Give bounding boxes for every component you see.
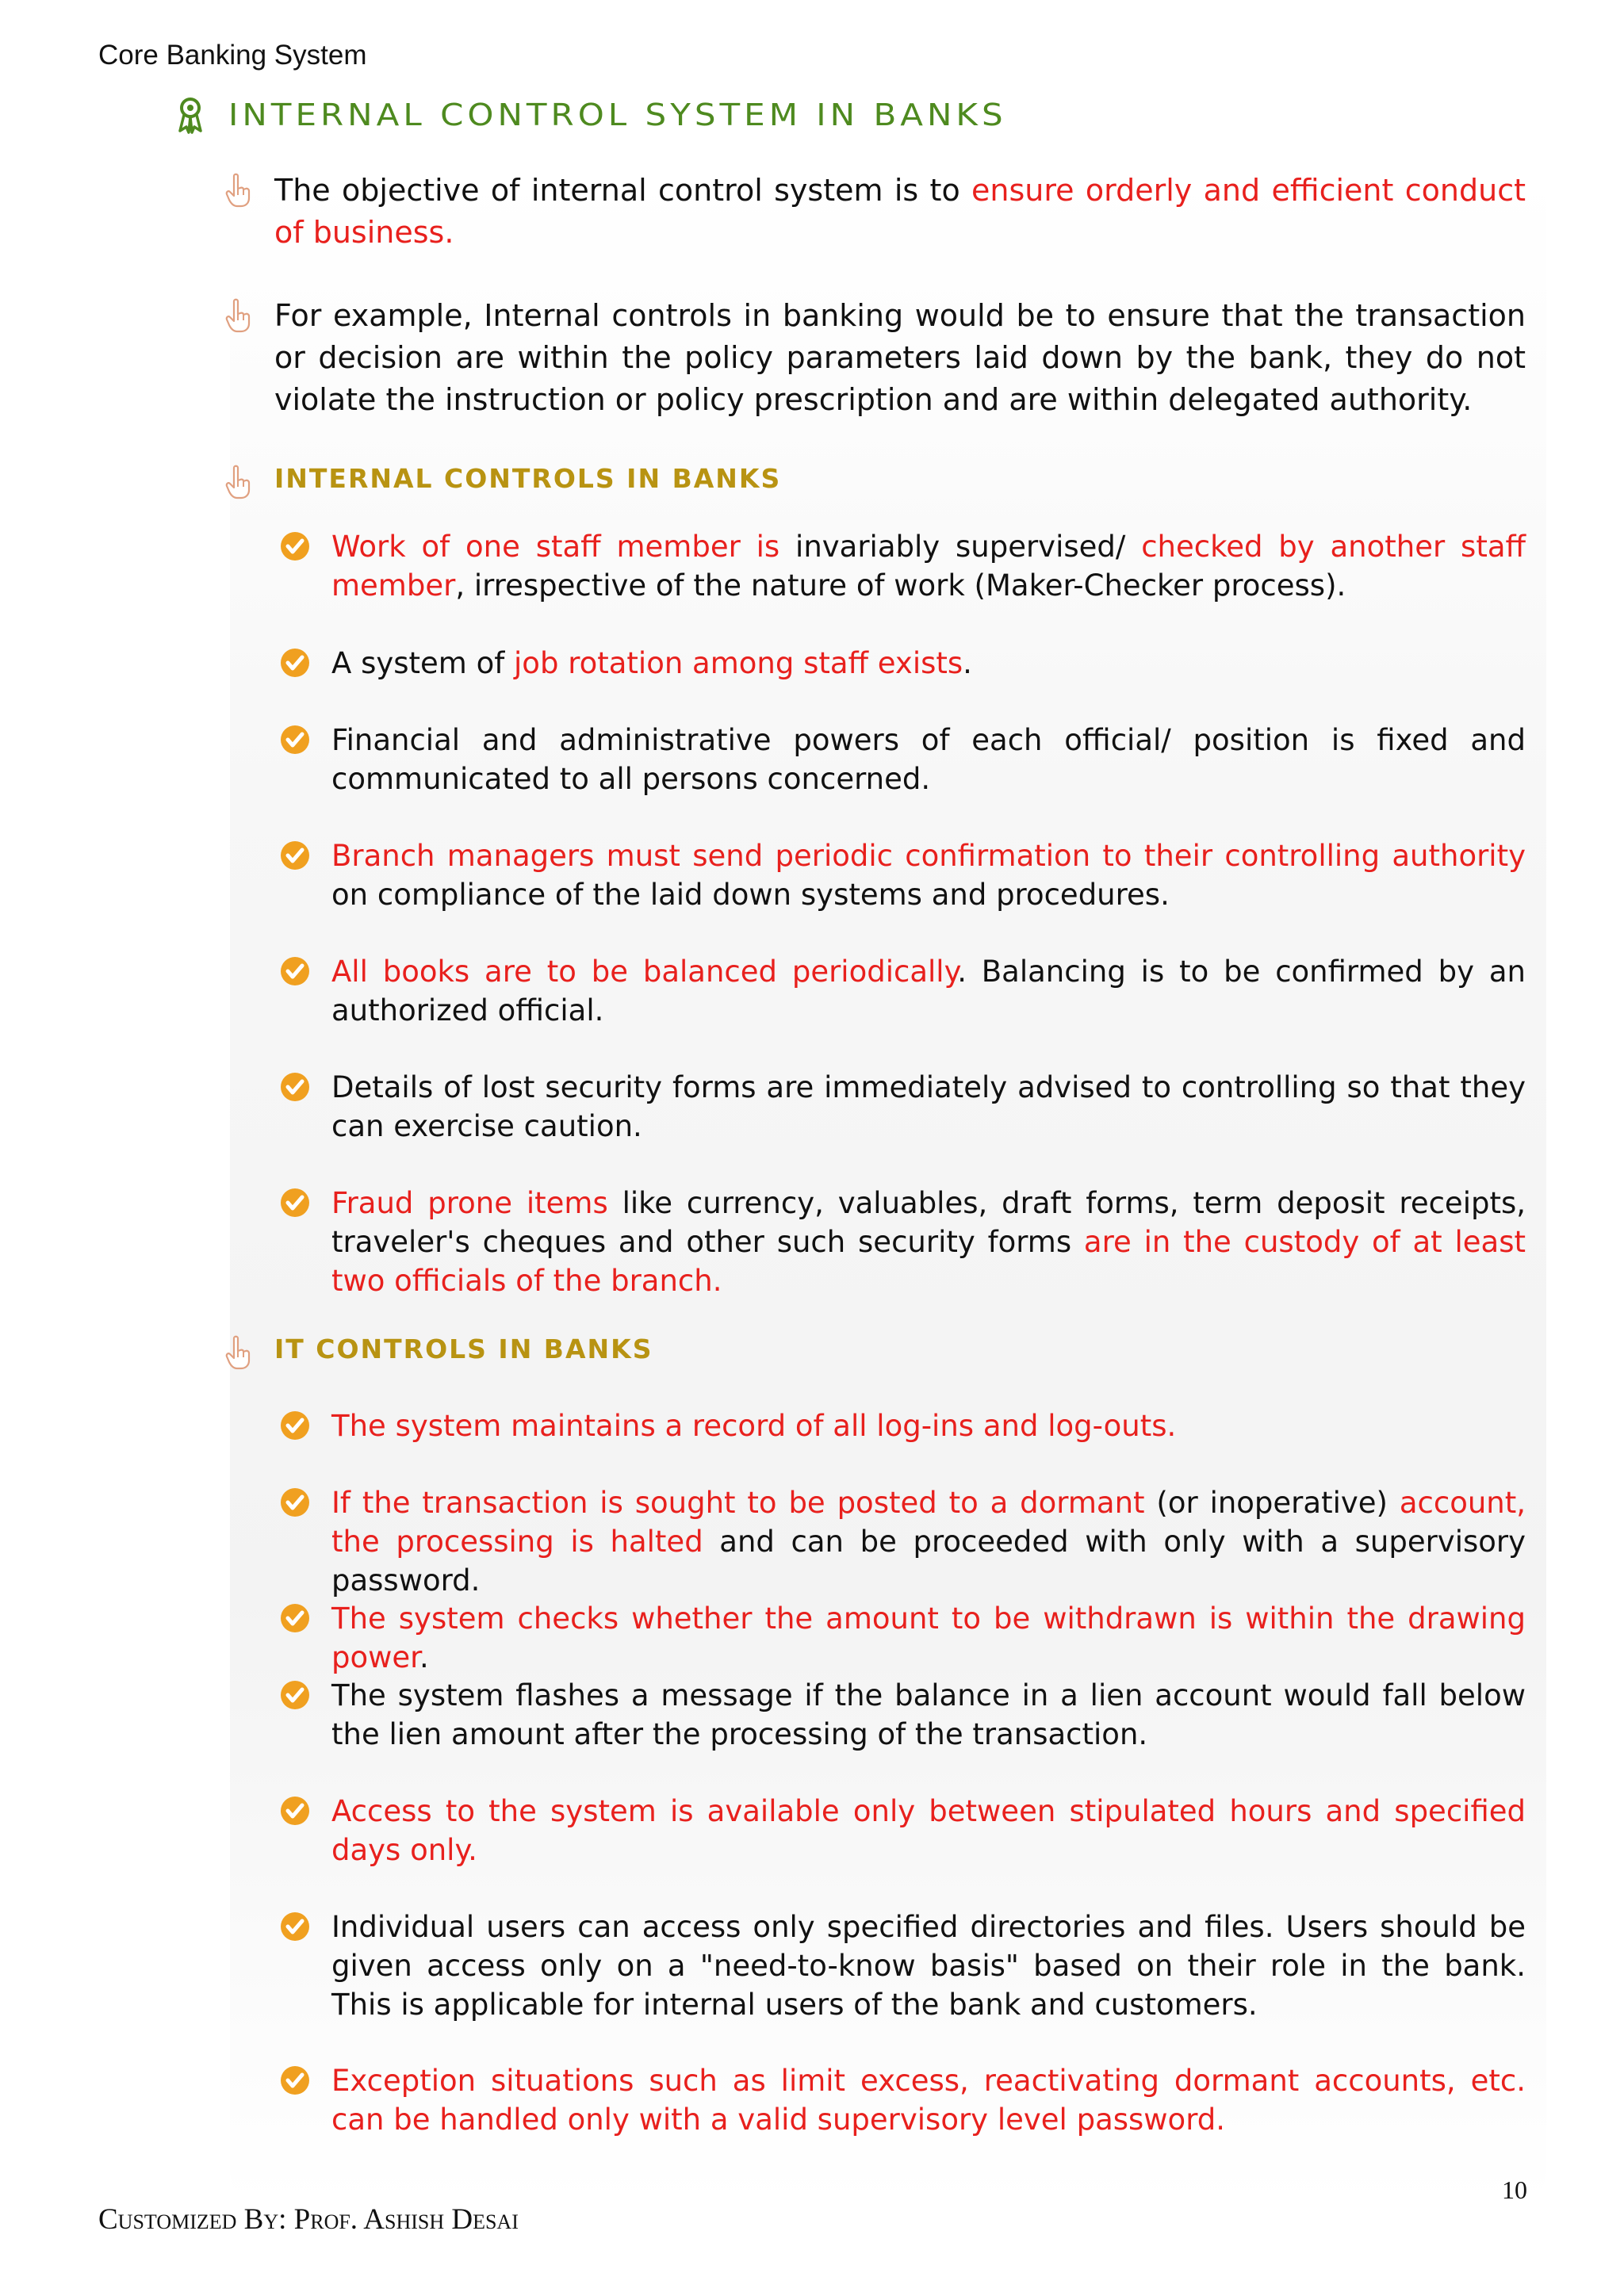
list-item <box>279 1792 1526 1869</box>
highlighted-text: Access to the system is available only between stipulated hours and specified days only. <box>331 1794 1526 1867</box>
check-circle-icon <box>279 1602 311 1634</box>
body-text: Individual users can access only specified directories and files. Users should be given access only on a "need-to-know basis" based on their role in the bank. This is applicable for internal users of the bank and customers. <box>331 1910 1526 2022</box>
page-title: INTERNAL CONTROL SYSTEM IN BANKS <box>228 96 1007 133</box>
body-text: Details of lost security forms are immediately advised to controlling so that they can exercise caution. <box>331 1070 1526 1143</box>
list-item <box>279 1184 1526 1300</box>
list-item-text <box>331 1676 1526 1754</box>
body-text: For example, Internal controls in banking would be to ensure that the transaction or decision are within the policy parameters laid down by the bank, they do not violate the instruction or policy prescription and are within delegated authority. <box>274 298 1526 417</box>
list-item-text <box>331 1908 1526 2024</box>
title-row <box>176 95 1007 134</box>
check-circle-icon <box>279 1911 311 1942</box>
list-item-text <box>331 721 1526 798</box>
award-ribbon-icon <box>176 96 205 134</box>
body-text: , irrespective of the nature of work (Maker-Checker process). <box>455 568 1346 603</box>
highlighted-text: ensure orderly and efficient conduct of business. <box>274 173 1526 250</box>
highlighted-text: If the transaction is sought to be posted to a dormant <box>331 1486 1145 1520</box>
highlighted-text: All books are to be balanced periodically <box>331 955 958 989</box>
check-circle-icon <box>279 955 311 987</box>
body-text: (or inoperative) <box>1144 1486 1400 1520</box>
check-circle-icon <box>279 1795 311 1827</box>
body-text: . <box>419 1640 429 1674</box>
list-item <box>279 527 1526 605</box>
check-circle-icon <box>279 2064 311 2096</box>
list-item-text <box>331 1599 1526 1677</box>
body-text: . <box>963 646 972 680</box>
pointing-hand-icon <box>225 465 252 499</box>
list-item <box>279 1406 1526 1445</box>
intro-paragraph <box>225 170 1526 254</box>
list-item-text <box>331 1068 1526 1146</box>
intro-text <box>274 295 1526 421</box>
check-circle-icon <box>279 1410 311 1441</box>
body-text: Financial and administrative powers of each official/ position is fixed and communicated to all persons concerned. <box>331 723 1526 796</box>
check-circle-icon <box>279 1187 311 1219</box>
highlighted-text: The system maintains a record of all log-ins and log-outs. <box>331 1409 1177 1443</box>
intro-paragraph <box>225 295 1526 421</box>
list-item-text <box>331 644 1526 683</box>
body-text: like currency, valuables, draft forms, term deposit receipts, traveler's cheques and other such security forms <box>331 1186 1526 1259</box>
highlighted-text: checked by another staff member <box>331 530 1526 603</box>
list-item-text <box>331 836 1526 914</box>
highlighted-text: Branch managers must send periodic confirmation to their controlling authority <box>331 839 1526 873</box>
list-item-text <box>331 527 1526 605</box>
list-item <box>279 1068 1526 1146</box>
list-item-text <box>331 1406 1526 1445</box>
section-heading <box>225 461 1526 499</box>
highlighted-text: Fraud prone items <box>331 1186 608 1220</box>
list-item <box>279 836 1526 914</box>
pointing-hand-icon <box>225 173 252 208</box>
footer-credit: Customized By: Prof. Ashish Desai <box>98 2203 519 2236</box>
highlighted-text: account, the processing is halted <box>331 1486 1526 1559</box>
list-item <box>279 644 1526 683</box>
highlighted-text: The system checks whether the amount to be withdrawn is within the drawing power <box>331 1601 1526 1674</box>
highlighted-text: Work of one staff member is <box>331 530 780 564</box>
body-text: The objective of internal control system is to <box>274 173 972 208</box>
list-item-text <box>331 1184 1526 1300</box>
list-item-text <box>331 2061 1526 2139</box>
body-text: and can be proceeded with only with a supervisory password. <box>331 1525 1526 1598</box>
list-item-text <box>331 1792 1526 1869</box>
pointing-hand-icon <box>225 298 252 333</box>
section-title: IT CONTROLS IN BANKS <box>274 1334 653 1364</box>
list-item <box>279 2061 1526 2139</box>
intro-text <box>274 170 1526 254</box>
check-circle-icon <box>279 1679 311 1711</box>
check-circle-icon <box>279 1071 311 1103</box>
list-item <box>279 721 1526 798</box>
list-item-text <box>331 1483 1526 1600</box>
highlighted-text: are in the custody of at least two officials of the branch. <box>331 1225 1526 1298</box>
check-circle-icon <box>279 530 311 562</box>
section-title: INTERNAL CONTROLS IN BANKS <box>274 463 782 494</box>
check-circle-icon <box>279 724 311 756</box>
list-item <box>279 1599 1526 1677</box>
check-circle-icon <box>279 647 311 679</box>
section-heading <box>225 1332 1526 1370</box>
list-item-text <box>331 952 1526 1030</box>
check-circle-icon <box>279 840 311 871</box>
list-item <box>279 1483 1526 1600</box>
list-item <box>279 1676 1526 1754</box>
list-item <box>279 952 1526 1030</box>
body-text: The system flashes a message if the balance in a lien account would fall below the lien amount after the processing of the transaction. <box>331 1678 1526 1751</box>
running-head: Core Banking System <box>98 40 367 71</box>
highlighted-text: Exception situations such as limit excess, reactivating dormant accounts, etc. can be handled only with a valid supervisory level password. <box>331 2064 1526 2137</box>
highlighted-text: job rotation among staff exists <box>514 646 963 680</box>
body-text: invariably supervised/ <box>779 530 1142 564</box>
page-number: 10 <box>1502 2175 1527 2204</box>
body-text: A system of <box>331 646 515 680</box>
list-item <box>279 1908 1526 2024</box>
pointing-hand-icon <box>225 1335 252 1370</box>
body-text: . Balancing is to be confirmed by an authorized official. <box>331 955 1526 1027</box>
check-circle-icon <box>279 1487 311 1518</box>
body-text: on compliance of the laid down systems and procedures. <box>331 878 1170 912</box>
